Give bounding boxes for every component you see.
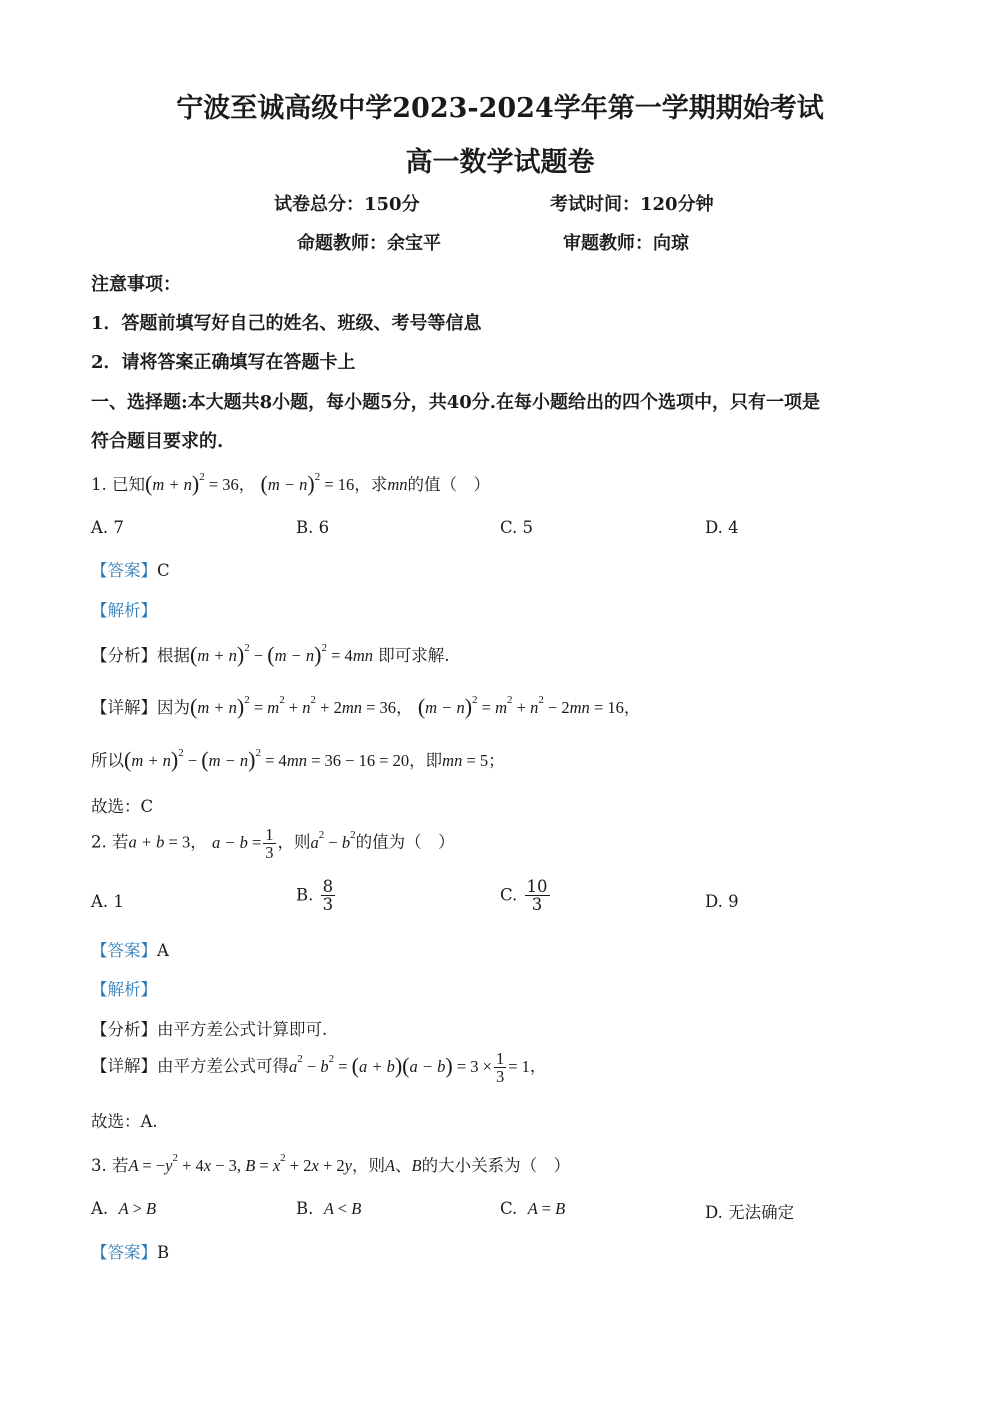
option-b: B. 6 <box>296 518 330 537</box>
question-3: 3. 若$A = -y^2 + 4x - 3$, $B = x^2 + 2x + 2y$，则A、B的大小关系为（ ） <box>91 1152 571 1175</box>
choose-line: 故选：C <box>91 797 154 816</box>
detail-line: 所以$(m + n)^2 - (m - n)^2 = 4mn = 36 - 16 = 20$，即mn = 5； <box>91 747 505 772</box>
fraction: $\frac{1}{3}$ <box>265 825 274 863</box>
option-b: B. A < B <box>296 1199 362 1218</box>
analysis-line: 【分析】由平方差公式计算即可. <box>91 1020 328 1039</box>
formula: $(m + n)^2 - (m - n)^2 = 4mn = 36 - 16 = 20$ <box>124 747 410 772</box>
question-reviewer: 审题教师：向琼 <box>563 233 689 254</box>
option-a: A. A > B <box>91 1199 157 1218</box>
note-item-1: 1．答题前填写好自己的姓名、班级、考号等信息 <box>91 313 482 334</box>
exam-title: 宁波至诚高级中学2023-2024学年第一学期期始考试 <box>176 93 824 124</box>
formula: $A = -y^2 + 4x - 3$, $B = x^2 + 2x + 2y$ <box>128 1152 352 1175</box>
analysis-label: 【解析】 <box>91 980 157 999</box>
question-setter: 命题教师：余宝平 <box>297 233 441 254</box>
choose-line: 故选：A. <box>91 1112 158 1131</box>
exam-time: 考试时间：120分钟 <box>550 194 714 215</box>
detail-line: 【详解】由平方差公式可得$a^2 - b^2 = (a + b)(a - b) = 3$ × $\frac{1}{3}$ = 1， <box>91 1049 547 1087</box>
formula: $(m + n)^2 = m^2 + n^2 + 2mn = 36$ <box>190 694 397 719</box>
formula: $(m + n)^2 - (m - n)^2 = 4mn$ <box>190 642 373 667</box>
formula: $a^2 - b^2$ <box>310 828 356 852</box>
total-score: 试卷总分：150分 <box>274 194 420 215</box>
section-1-intro: 一、选择题:本大题共8小题，每小题5分，共40分.在每小题给出的四个选项中，只有一项是 <box>91 392 821 413</box>
formula: mn = 5 <box>442 751 489 770</box>
fraction: $\frac{1}{3}$ <box>495 1049 505 1087</box>
answer-line: 【答案】B <box>91 1243 170 1262</box>
option-d: D. 无法确定 <box>705 1203 795 1222</box>
option-d: D. 4 <box>705 518 739 537</box>
formula: $(m - n)^2 = 16$ <box>260 471 355 496</box>
formula: A <box>384 1156 396 1175</box>
question-2: 2. 若a + b = 3， a − b = $\frac{1}{3}$ ，则$a^2 - b^2$的值为（ ） <box>91 825 455 863</box>
answer-line: 【答案】A <box>91 941 169 960</box>
formula: $a^2 - b^2 = (a + b)(a - b) = 3$ × $\frac{1}{3}$ = 1 <box>289 1049 530 1087</box>
analysis-line: 【分析】根据$(m + n)^2 - (m - n)^2 = 4mn$ 即可求解. <box>91 642 450 667</box>
formula: $(m - n)^2 = m^2 + n^2 - 2mn = 16$ <box>417 694 624 719</box>
option-d: D. 9 <box>705 892 739 911</box>
option-c: C. 5 <box>500 518 534 537</box>
detail-line: 【详解】因为$(m + n)^2 = m^2 + n^2 + 2mn = 36$， $(m - n)^2 = m^2 + n^2 - 2mn = 16$， <box>91 694 641 719</box>
answer-line: 【答案】C <box>91 561 170 580</box>
notes-heading: 注意事项： <box>91 274 181 295</box>
note-item-2: 2．请将答案正确填写在答题卡上 <box>91 352 356 373</box>
question-1: 1. 已知$(m + n)^2 = 36$， $(m - n)^2 = 16$，求mn的值（ ） <box>91 471 490 496</box>
fraction: $\frac{10}{3}$ <box>526 877 548 915</box>
option-c: C. A = B <box>500 1199 566 1218</box>
formula: $(m + n)^2 = 36$ <box>145 471 239 496</box>
formula: B <box>411 1156 422 1175</box>
formula: a − b = $\frac{1}{3}$ <box>211 825 274 863</box>
formula: a + b = 3 <box>128 832 191 852</box>
option-a: A. 7 <box>91 518 124 537</box>
option-a: A. 1 <box>91 892 124 911</box>
option-c: C. $\frac{10}{3}$ <box>500 877 548 915</box>
fraction: $\frac{8}{3}$ <box>322 877 334 915</box>
analysis-label: 【解析】 <box>91 601 157 620</box>
exam-subtitle: 高一数学试题卷 <box>405 147 595 178</box>
option-b: B. $\frac{8}{3}$ <box>296 877 334 915</box>
section-1-intro-cont: 符合题目要求的. <box>91 431 224 452</box>
